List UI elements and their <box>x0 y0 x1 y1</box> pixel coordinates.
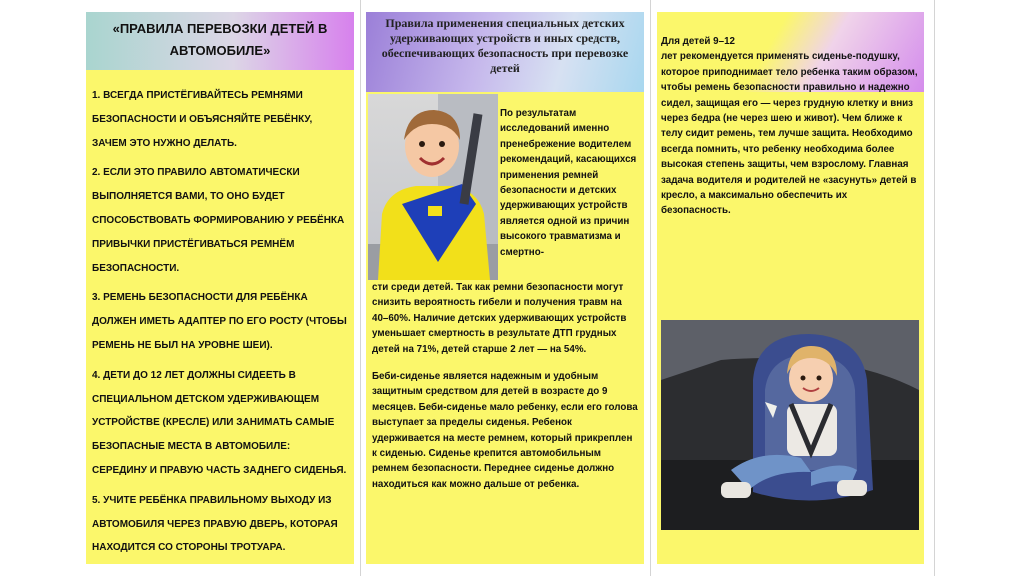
panel-rules-header <box>86 12 354 70</box>
booster-text-lead: Для детей 9–12 <box>661 36 735 47</box>
panel-restraints-header <box>366 12 644 92</box>
panel-booster <box>657 12 924 564</box>
rule-item-4: 4. ДЕТИ ДО 12 ЛЕТ ДОЛЖНЫ СИДЕЕТЬ В СПЕЦИАЛЬНОМ ДЕТСКОМ УДЕРЖИВАЮЩЕМ УСТРОЙСТВЕ (КРЕСЛЕ) ИЛИ ЗАНИМАТЬ САМЫЕ БЕЗОПАСНЫЕ МЕСТА В АВТОМОБИЛЕ: СЕРЕДИНУ И ПРАВУЮ ЧАСТЬ ЗАДНЕГО СИДЕНЬЯ. <box>92 369 347 476</box>
rule-item-5: 5. УЧИТЕ РЕБЁНКА ПРАВИЛЬНОМУ ВЫХОДУ ИЗ АВТОМОБИЛЯ ЧЕРЕЗ ПРАВУЮ ДВЕРЬ, КОТОРАЯ НАХОДИТСЯ СО СТОРОНЫ ТРОТУАРА. <box>92 494 338 554</box>
fold-line-right <box>650 0 651 576</box>
restraints-intro-text: По результатам исследований именно пренебрежение водителем рекомендаций, касающихся применения ремней безопасности и детских удерживающих устройств является одной из причин высокого травматизма и смертно- <box>500 108 637 258</box>
panel-restraints <box>366 12 644 564</box>
rule-item-3: 3. РЕМЕНЬ БЕЗОПАСНОСТИ ДЛЯ РЕБЁНКА ДОЛЖЕН ИМЕТЬ АДАПТЕР ПО ЕГО РОСТУ (ЧТОБЫ РЕМЕНЬ НЕ БЫЛ НА УРОВНЕ ШЕИ). <box>92 292 347 351</box>
restraints-body <box>372 280 638 504</box>
rule-item-1: 1. ВСЕГДА ПРИСТЁГИВАЙТЕСЬ РЕМНЯМИ БЕЗОПАСНОСТИ И ОБЪЯСНЯЙТЕ РЕБЁНКУ, ЗАЧЕМ ЭТО НУЖНО ДЕЛАТЬ. <box>92 90 313 149</box>
booster-text-body: лет рекомендуется применять сиденье-подушку, которое приподнимает тело ребенка таким образом, чтобы ремень безопасности правильно и надежно сидел, защищая его — через грудную клетку и вниз через бедра (не через шею и живот). Чем ближе к телу сидит ремень, тем лучше защита. Необходимо всегда помнить, что ребенку необходима более высокая степень защиты, чем взрослому. Главная задача водителя и родителей не «засунуть» детей в кресло, а максимально обеспечить их безопасность. <box>661 51 918 217</box>
rules-list <box>92 84 348 564</box>
child-in-car-seat-photo <box>661 320 919 530</box>
panel-rules-title: «ПРАВИЛА ПЕРЕВОЗКИ ДЕТЕЙ В АВТОМОБИЛЕ» <box>112 21 328 58</box>
child-seatbelt-photo <box>368 94 498 280</box>
restraints-paragraph: сти среди детей. Так как ремни безопасности могут снизить вероятность гибели и получения травм на 40–60%. Наличие детских удерживающих устройств уменьшает смертность в результате ДТП грудных детей на 71%, детей старше 2 лет — на 54%. <box>372 282 627 355</box>
fold-line-left <box>360 0 361 576</box>
rule-item-2: 2. ЕСЛИ ЭТО ПРАВИЛО АВТОМАТИЧЕСКИ ВЫПОЛНЯЕТСЯ ВАМИ, ТО ОНО БУДЕТ СПОСОБСТВОВАТЬ ФОРМИРОВАНИЮ У РЕБЁНКА ПРИВЫЧКИ ПРИСТЁГИВАТЬСЯ РЕМНЁМ БЕЗОПАСНОСТИ. <box>92 167 345 274</box>
panel-restraints-title: Правила применения специальных детских удерживающих устройств и иных средств, обеспечивающих безопасность при перевозке детей <box>381 16 629 75</box>
panel-rules <box>86 12 354 564</box>
page-edge-line <box>934 0 935 576</box>
restraints-paragraph: Беби-сиденье является надежным и удобным защитным средством для детей в возрасте до 9 месяцев. Беби-сиденье мало ребенку, если его голова выступает за пределы сиденья. Ребенок удерживается на месте ремнем, который прикреплен к сиденью. Сиденье крепится автомобильным ремнем безопасности. Переднее сиденье должно находиться как можно дальше от ребенка. <box>372 371 638 490</box>
booster-text <box>661 34 919 219</box>
